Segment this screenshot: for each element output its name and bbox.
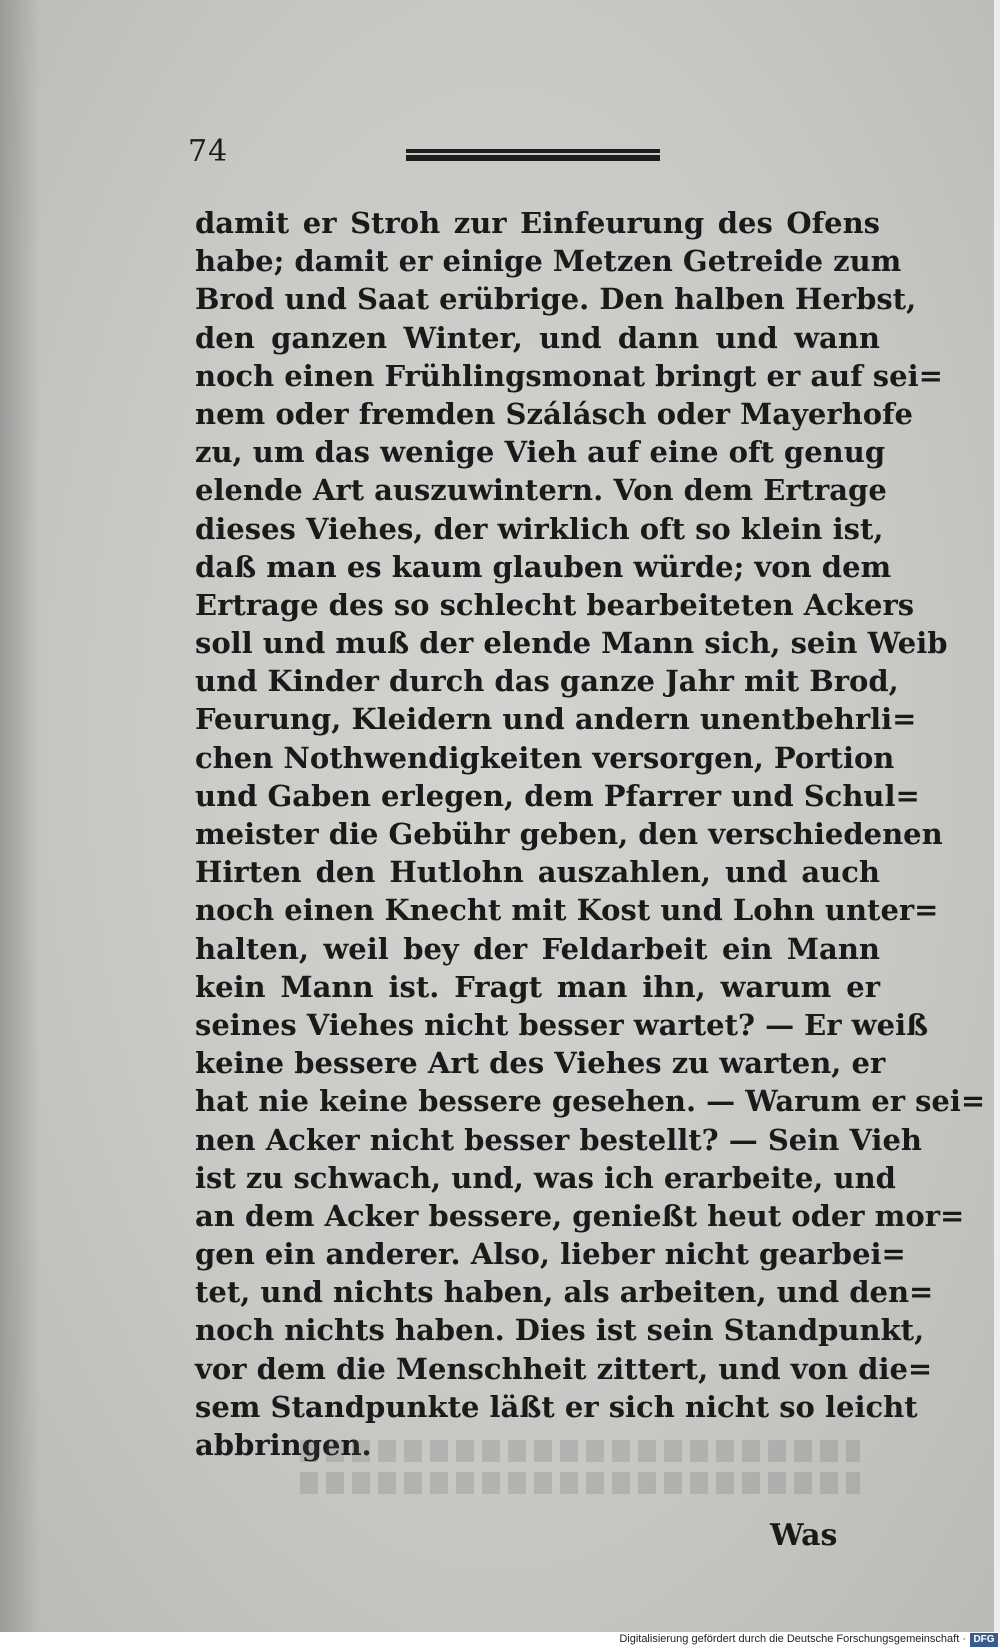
text-line: und Gaben erlegen, dem Pfarrer und Schul= <box>195 778 920 813</box>
text-line: dieses Viehes, der wirklich oft so klein ist, <box>195 511 884 546</box>
dfg-logo-icon: DFG <box>970 1633 998 1647</box>
text-line: gen ein anderer. Also, lieber nicht gearbei= <box>195 1237 906 1272</box>
page-edge <box>994 0 1000 1649</box>
text-line: vor dem die Menschheit zittert, und von die= <box>195 1351 933 1386</box>
text-line: den ganzen Winter, und dann und wann <box>195 320 880 355</box>
text-line: halten, weil bey der Feldarbeit ein Mann <box>195 931 880 966</box>
digitization-footer <box>0 1632 1000 1649</box>
text-line: Feurung, Kleidern und andern unentbehrli= <box>195 702 917 737</box>
text-line: an dem Acker bessere, genießt heut oder mor= <box>195 1198 965 1233</box>
text-line: Ertrage des so schlecht bearbeiteten Ackers <box>195 587 915 622</box>
funding-credit: Digitalisierung gefördert durch die Deutsche Forschungsgemeinschaft · <box>619 1633 966 1645</box>
body-text <box>195 204 986 1464</box>
text-line: kein Mann ist. Fragt man ihn, warum er <box>195 969 880 1004</box>
page-number: 74 <box>188 134 229 169</box>
text-line: sem Standpunkte läßt er sich nicht so leicht <box>195 1389 918 1424</box>
text-line: zu, um das wenige Vieh auf eine oft genug <box>195 435 886 470</box>
text-line: noch einen Knecht mit Kost und Lohn unter= <box>195 893 939 928</box>
text-line: und Kinder durch das ganze Jahr mit Brod, <box>195 664 899 699</box>
text-line: tet, und nichts haben, als arbeiten, und den= <box>195 1275 934 1310</box>
text-line: Brod und Saat erübrige. Den halben Herbst, <box>195 282 917 317</box>
show-through-text <box>300 1440 860 1520</box>
header-double-rule <box>406 149 660 163</box>
text-line: elende Art auszuwintern. Von dem Ertrage <box>195 473 887 508</box>
text-line: daß man es kaum glauben würde; von dem <box>195 549 892 584</box>
text-line: habe; damit er einige Metzen Getreide zum <box>195 244 902 279</box>
catchword: Was <box>770 1518 838 1553</box>
text-line: noch nichts haben. Dies ist sein Standpunkt, <box>195 1313 925 1348</box>
text-line: keine bessere Art des Viehes zu warten, er <box>195 1046 886 1081</box>
text-line: soll und muß der elende Mann sich, sein Weib <box>195 626 948 661</box>
page-gutter-shadow <box>0 0 40 1649</box>
text-line: noch einen Frühlingsmonat bringt er auf sei= <box>195 358 943 393</box>
text-line: nen Acker nicht besser bestellt? — Sein Vieh <box>195 1122 922 1157</box>
text-line: ist zu schwach, und, was ich erarbeite, und <box>195 1160 896 1195</box>
text-line: damit er Stroh zur Einfeurung des Ofens <box>195 206 880 240</box>
text-line: chen Nothwendigkeiten versorgen, Portion <box>195 740 895 775</box>
text-line: seines Viehes nicht besser wartet? — Er weiß <box>195 1007 929 1042</box>
text-line: nem oder fremden Szálásch oder Mayerhofe <box>195 396 914 431</box>
text-line: abbringen. <box>195 1428 372 1462</box>
text-line: Hirten den Hutlohn auszahlen, und auch <box>195 855 880 890</box>
text-line: hat nie keine bessere gesehen. — Warum er sei= <box>195 1084 986 1119</box>
text-line: meister die Gebühr geben, den verschiedenen <box>195 817 943 851</box>
